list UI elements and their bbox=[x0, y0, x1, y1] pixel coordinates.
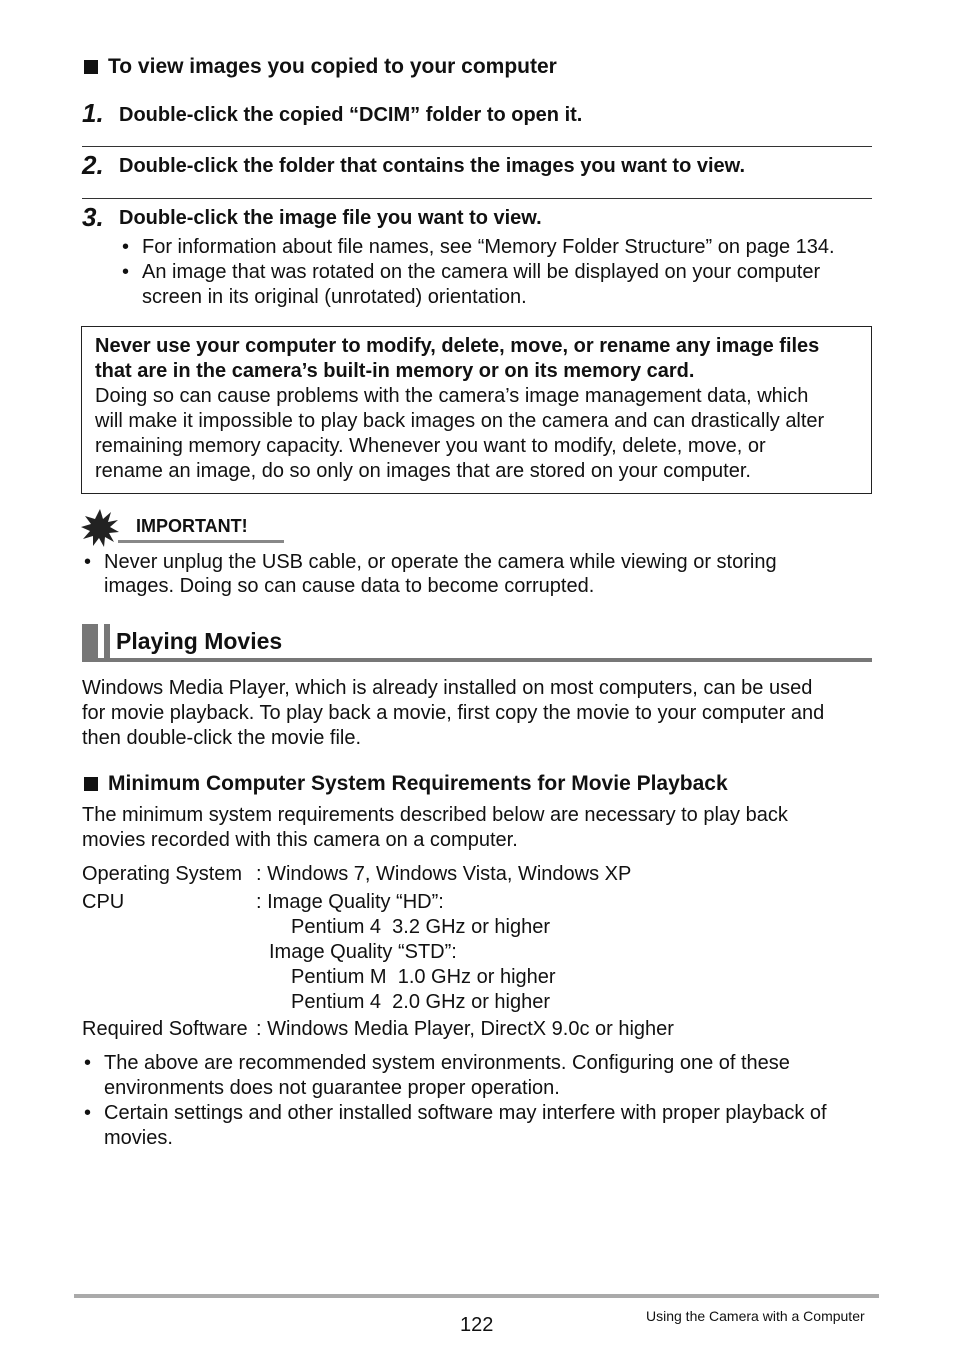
section-bar-thin bbox=[104, 624, 110, 662]
footer-rule bbox=[74, 1294, 879, 1298]
req-value-cpu: Pentium M 1.0 GHz or higher bbox=[291, 966, 556, 988]
req-value-cpu: : Image Quality “HD”: bbox=[256, 891, 444, 913]
step-text-3: Double-click the image file you want to view. bbox=[119, 207, 542, 229]
section-heading-min-req: Minimum Computer System Requirements for Movie Playback bbox=[84, 772, 728, 796]
bullet-dot-icon: • bbox=[84, 1102, 92, 1124]
req-value-cpu: Image Quality “STD”: bbox=[269, 941, 457, 963]
section-underline bbox=[82, 658, 872, 662]
req-value-cpu: Pentium 4 2.0 GHz or higher bbox=[291, 991, 551, 1013]
section-title-playing-movies: Playing Movies bbox=[116, 628, 283, 654]
divider bbox=[82, 198, 872, 199]
list-item-continuation: screen in its original (unrotated) orientation. bbox=[142, 286, 527, 308]
step-number-2: 2. bbox=[82, 150, 104, 180]
req-value-os: : Windows 7, Windows Vista, Windows XP bbox=[256, 863, 632, 885]
req-value-cpu: Pentium 4 3.2 GHz or higher bbox=[291, 916, 551, 938]
step-number-1: 1. bbox=[82, 98, 104, 128]
page-number: 122 bbox=[460, 1314, 494, 1336]
bullet-dot-icon: • bbox=[84, 1052, 92, 1074]
important-underline bbox=[118, 540, 284, 543]
step-text-1: Double-click the copied “DCIM” folder to open it. bbox=[119, 104, 583, 126]
paragraph-line: The minimum system requirements described below are necessary to play back bbox=[82, 804, 788, 826]
warning-line: remaining memory capacity. Whenever you want to modify, delete, move, or bbox=[95, 435, 766, 457]
warning-bold-line: Never use your computer to modify, delete, move, or rename any image files bbox=[95, 335, 820, 357]
warning-line: will make it impossible to play back images on the camera and can drastically alter bbox=[95, 410, 825, 432]
section-bar-thick bbox=[82, 624, 98, 662]
footer-section-title: Using the Camera with a Computer bbox=[646, 1308, 865, 1324]
req-value-software: : Windows Media Player, DirectX 9.0c or higher bbox=[256, 1018, 674, 1040]
square-bullet-icon bbox=[84, 60, 98, 74]
paragraph-line: for movie playback. To play back a movie, first copy the movie to your computer and bbox=[82, 702, 825, 724]
req-label-software: Required Software bbox=[82, 1018, 248, 1040]
divider bbox=[82, 146, 872, 147]
list-item-continuation: environments does not guarantee proper operation. bbox=[104, 1077, 560, 1099]
warning-bold-line: that are in the camera’s built-in memory or on its memory card. bbox=[95, 360, 695, 382]
paragraph-line: Windows Media Player, which is already installed on most computers, can be used bbox=[82, 677, 813, 699]
warning-line: Doing so can cause problems with the camera’s image management data, which bbox=[95, 385, 809, 407]
important-label: IMPORTANT! bbox=[136, 516, 248, 536]
warning-line: rename an image, do so only on images that are stored on your computer. bbox=[95, 460, 751, 482]
square-bullet-icon bbox=[84, 777, 98, 791]
list-item-continuation: images. Doing so can cause data to become corrupted. bbox=[104, 575, 595, 597]
burst-icon bbox=[80, 508, 120, 548]
req-label-cpu: CPU bbox=[82, 891, 125, 913]
bullet-dot-icon: • bbox=[122, 236, 130, 258]
paragraph-line: movies recorded with this camera on a computer. bbox=[82, 829, 518, 851]
step-text-2: Double-click the folder that contains the images you want to view. bbox=[119, 155, 746, 177]
bullet-dot-icon: • bbox=[84, 551, 92, 573]
req-label-os: Operating System bbox=[82, 863, 243, 885]
paragraph-line: then double-click the movie file. bbox=[82, 727, 362, 749]
list-item-continuation: movies. bbox=[104, 1127, 173, 1149]
step-number-3: 3. bbox=[82, 202, 104, 232]
section-heading-view-images: To view images you copied to your computer bbox=[84, 55, 557, 79]
bullet-dot-icon: • bbox=[122, 261, 130, 283]
